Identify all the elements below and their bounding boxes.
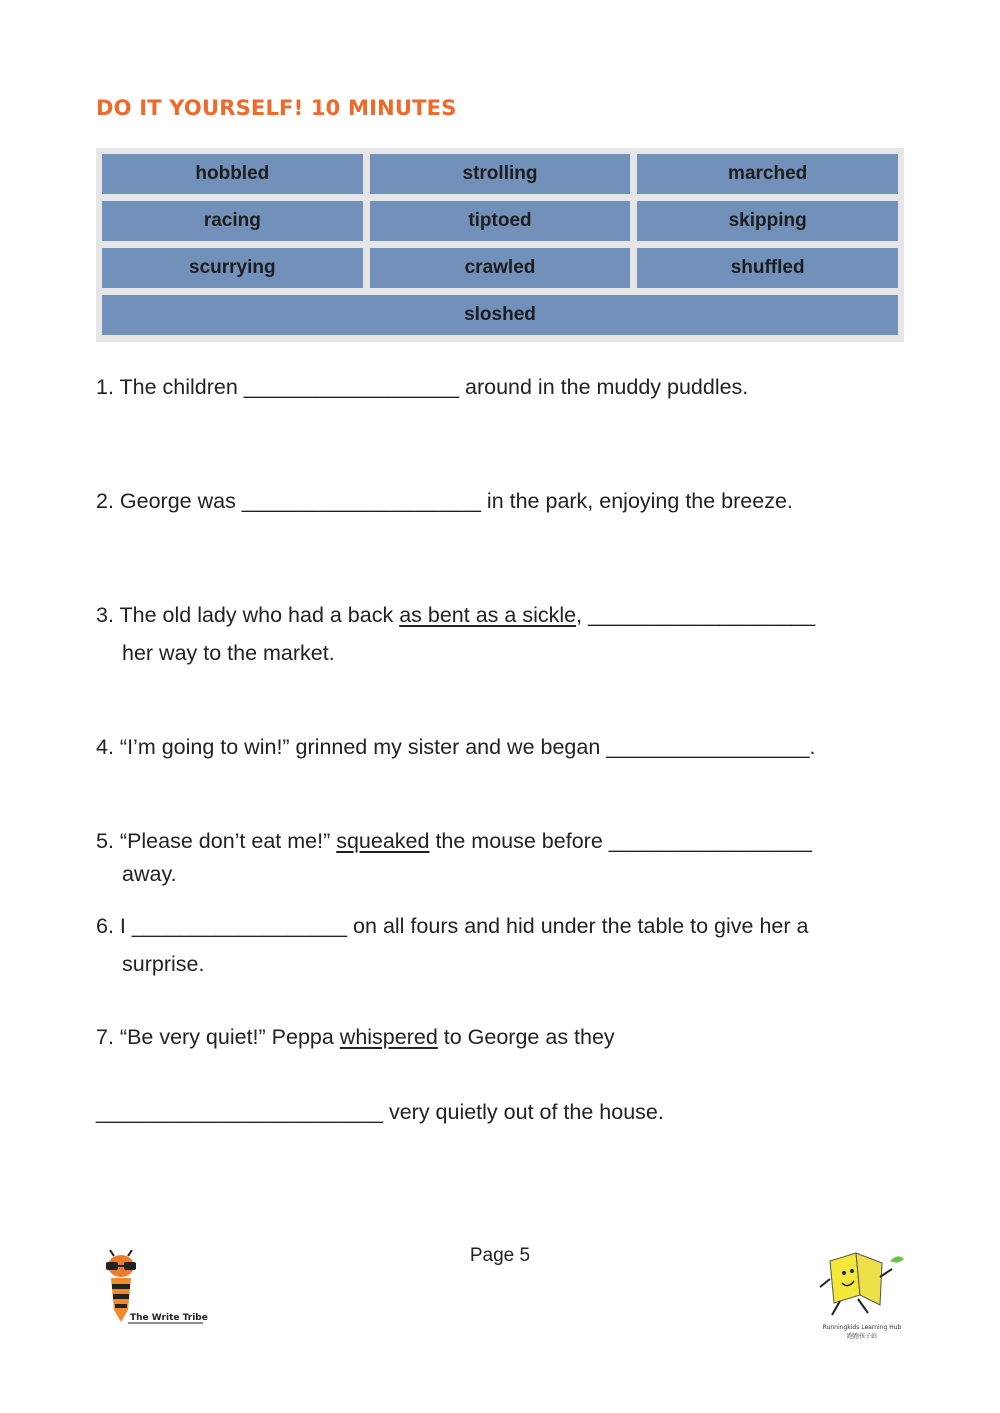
question-2-text: 2. George was ____________________ in the park, enjoying the breeze. <box>96 489 793 513</box>
word-bank-cell: sloshed <box>102 295 898 335</box>
runningkids-logo <box>812 1243 912 1343</box>
question-6-line2: surprise. <box>122 952 205 976</box>
word-bank-cell: skipping <box>637 201 898 241</box>
question-6-text: 6. I __________________ on all fours and hid under the table to give her a <box>96 914 809 938</box>
question-7-underlined: whispered <box>339 1025 438 1049</box>
question-5-underlined: squeaked <box>336 829 430 853</box>
word-bank <box>96 148 904 342</box>
right-logo-cn: 跑跑孩子站 <box>846 1333 878 1340</box>
question-7-text-pre: 7. “Be very quiet!” Peppa <box>96 1025 340 1049</box>
word-bank-cell: strolling <box>370 154 631 194</box>
word-bank-cell: tiptoed <box>370 201 631 241</box>
question-5-line2: away. <box>122 862 177 886</box>
page-number: Page 5 <box>469 1245 531 1266</box>
question-4 <box>96 728 896 766</box>
word-bank-cell: hobbled <box>102 154 363 194</box>
question-3-text-post: , ___________________ <box>576 603 816 627</box>
question-7-answer-line <box>96 1093 896 1131</box>
question-3 <box>96 596 896 672</box>
question-1 <box>96 368 896 406</box>
question-5-text-pre: 5. “Please don’t eat me!” <box>96 829 337 853</box>
question-3-line2: her way to the market. <box>122 641 335 665</box>
running-book-icon <box>820 1253 904 1315</box>
question-6 <box>96 907 896 983</box>
word-bank-cell: crawled <box>370 248 631 288</box>
question-5-text-post: the mouse before _________________ <box>429 829 813 853</box>
word-bank-cell: scurrying <box>102 248 363 288</box>
write-tribe-logo <box>98 1250 208 1330</box>
word-bank-cell: marched <box>637 154 898 194</box>
left-logo-text: The Write Tribe <box>130 1313 208 1323</box>
question-7-text-post: to George as they <box>437 1025 615 1049</box>
question-2 <box>96 482 896 520</box>
question-3-text-pre: 3. The old lady who had a back <box>96 603 400 627</box>
question-3-underlined: as bent as a sickle <box>399 603 577 627</box>
question-5 <box>96 822 896 888</box>
question-4-text: 4. “I’m going to win!” grinned my sister and we began _________________. <box>96 735 816 759</box>
bee-icon <box>106 1250 136 1322</box>
question-7-line2: ________________________ very quietly out of the house. <box>96 1100 664 1124</box>
word-bank-cell: shuffled <box>637 248 898 288</box>
question-7 <box>96 1018 896 1056</box>
page-heading: DO IT YOURSELF! 10 MINUTES <box>96 96 457 120</box>
question-1-text: 1. The children __________________ around in the muddy puddles. <box>96 375 749 399</box>
word-bank-cell: racing <box>102 201 363 241</box>
right-logo-text: Runningkids Learning Hub <box>822 1324 902 1331</box>
